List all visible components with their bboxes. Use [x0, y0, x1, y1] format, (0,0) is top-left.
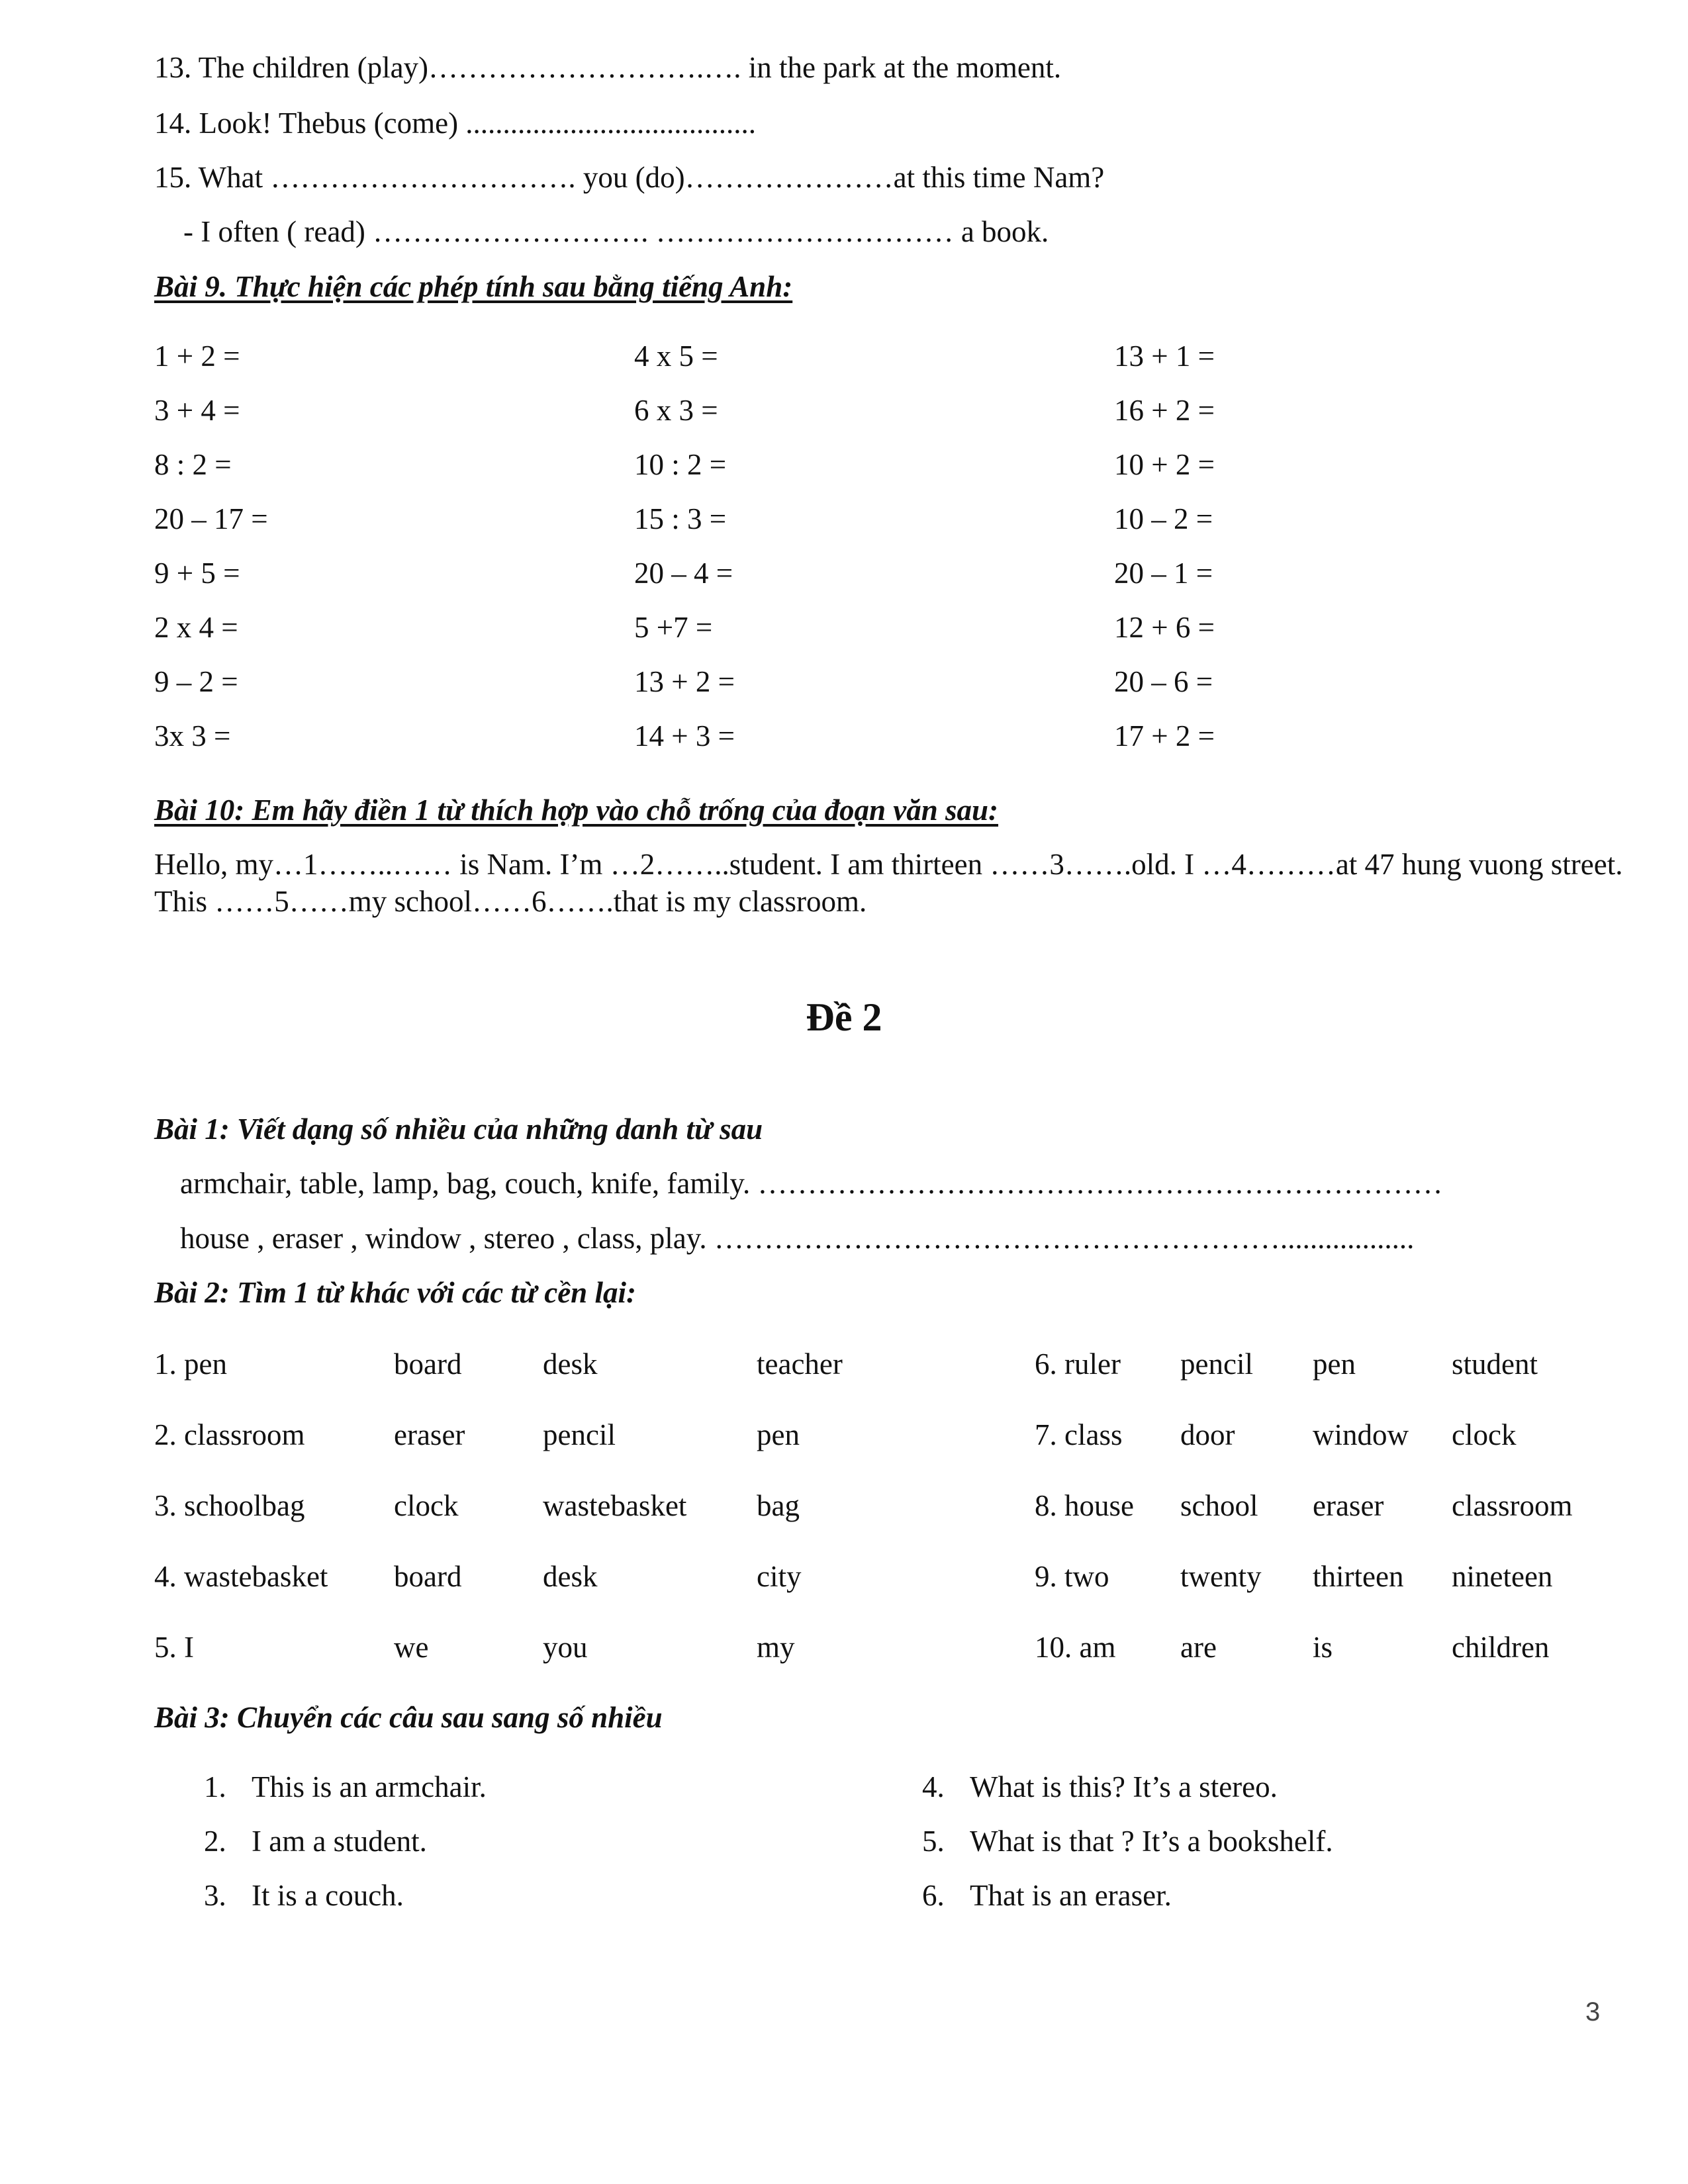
item-number: 6. — [922, 1879, 945, 1912]
sentence-text: This is an armchair. — [252, 1770, 487, 1803]
option-word: board — [394, 1560, 462, 1593]
item-number: 2. — [204, 1825, 226, 1858]
option-word: student — [1452, 1347, 1538, 1381]
math-expression: 20 – 6 = — [1114, 665, 1213, 698]
bai9-heading: Bài 9. Thực hiện các phép tính sau bằng tiếng Anh: — [154, 270, 793, 303]
option-word: eraser — [1313, 1489, 1384, 1522]
sentence-item — [204, 1877, 404, 1914]
option-word: bag — [757, 1489, 800, 1522]
math-expression: 15 : 3 = — [634, 502, 727, 535]
option-word: nineteen — [1452, 1560, 1553, 1593]
sentence-item — [922, 1823, 1333, 1860]
option-word: board — [394, 1347, 462, 1381]
sentence-item — [204, 1768, 487, 1805]
option-word: pencil — [543, 1418, 616, 1451]
item-number: 3. — [204, 1879, 226, 1912]
question-word: 1. pen — [154, 1347, 227, 1381]
math-expression: 2 x 4 = — [154, 611, 238, 644]
fill-paragraph: Hello, my…1……..…… is Nam. I’m …2……..student. I am thirteen ……3…….old. I …4………at 47 hung vuong street. This ……5……my school……6…….that is my classroom. — [154, 848, 1623, 918]
option-word: teacher — [757, 1347, 843, 1381]
math-expression: 12 + 6 = — [1114, 611, 1215, 644]
section-title: Đề 2 — [806, 995, 882, 1039]
math-expression: 13 + 2 = — [634, 665, 735, 698]
math-expression: 1 + 2 = — [154, 340, 240, 373]
math-expression: 3 + 4 = — [154, 394, 240, 427]
math-expression: 20 – 4 = — [634, 557, 733, 590]
math-expression: 16 + 2 = — [1114, 394, 1215, 427]
option-word: wastebasket — [543, 1489, 687, 1522]
sentence-text: It is a couch. — [252, 1879, 404, 1912]
option-word: desk — [543, 1560, 598, 1593]
question-word: 9. two — [1035, 1560, 1109, 1593]
math-expression: 6 x 3 = — [634, 394, 718, 427]
math-expression: 10 + 2 = — [1114, 448, 1215, 481]
math-expression: 10 : 2 = — [634, 448, 727, 481]
question-word: 7. class — [1035, 1418, 1123, 1451]
sentence-text: What is this? It’s a stereo. — [970, 1770, 1278, 1803]
sentence-item — [922, 1768, 1278, 1805]
option-word: children — [1452, 1631, 1550, 1664]
question-word: 8. house — [1035, 1489, 1134, 1522]
sentence-15-answer: - I often ( read) ………………………. ………………………… a book. — [183, 215, 1049, 248]
bai1-heading: Bài 1: Viết dạng số nhiều của những danh từ sau — [154, 1113, 763, 1146]
option-word: city — [757, 1560, 802, 1593]
question-word: 5. I — [154, 1631, 194, 1664]
sentence-text: What is that ? It’s a bookshelf. — [970, 1825, 1333, 1858]
bai2-heading: Bài 2: Tìm 1 từ khác với các từ cền lại: — [154, 1276, 636, 1309]
option-word: desk — [543, 1347, 598, 1381]
sentence-14: 14. Look! Thebus (come) ....................................... — [154, 107, 757, 140]
option-word: clock — [1452, 1418, 1517, 1451]
math-expression: 17 + 2 = — [1114, 719, 1215, 752]
item-number: 5. — [922, 1825, 945, 1858]
option-word: my — [757, 1631, 795, 1664]
option-word: door — [1180, 1418, 1235, 1451]
sentence-13: 13. The children (play)……………………….…. in the park at the moment. — [154, 51, 1062, 84]
plural-line-2: house , eraser , window , stereo , class, play. ………………………………………………….................. — [180, 1222, 1415, 1255]
sentence-text: That is an eraser. — [970, 1879, 1172, 1912]
math-expression: 9 + 5 = — [154, 557, 240, 590]
option-word: pencil — [1180, 1347, 1253, 1381]
question-word: 6. ruler — [1035, 1347, 1121, 1381]
option-word: pen — [1313, 1347, 1356, 1381]
option-word: classroom — [1452, 1489, 1573, 1522]
option-word: thirteen — [1313, 1560, 1404, 1593]
sentence-item — [204, 1823, 427, 1860]
option-word: window — [1313, 1418, 1409, 1451]
question-word: 10. am — [1035, 1631, 1116, 1664]
question-word: 3. schoolbag — [154, 1489, 305, 1522]
sentence-text: I am a student. — [252, 1825, 427, 1858]
option-word: twenty — [1180, 1560, 1262, 1593]
math-expression: 13 + 1 = — [1114, 340, 1215, 373]
option-word: you — [543, 1631, 588, 1664]
option-word: pen — [757, 1418, 800, 1451]
option-word: school — [1180, 1489, 1258, 1522]
math-expression: 4 x 5 = — [634, 340, 718, 373]
sentence-item — [922, 1877, 1172, 1914]
option-word: is — [1313, 1631, 1333, 1664]
plural-line-1: armchair, table, lamp, bag, couch, knife, family. …………………………………………………………… — [180, 1167, 1443, 1200]
math-expression: 20 – 1 = — [1114, 557, 1213, 590]
math-expression: 9 – 2 = — [154, 665, 238, 698]
page-number: 3 — [1585, 1997, 1601, 2026]
math-expression: 20 – 17 = — [154, 502, 268, 535]
math-expression: 8 : 2 = — [154, 448, 232, 481]
option-word: are — [1180, 1631, 1217, 1664]
item-number: 4. — [922, 1770, 945, 1803]
option-word: clock — [394, 1489, 459, 1522]
option-word: eraser — [394, 1418, 465, 1451]
math-expression: 14 + 3 = — [634, 719, 735, 752]
bai10-heading: Bài 10: Em hãy điền 1 từ thích hợp vào chỗ trống của đoạn văn sau: — [154, 794, 999, 827]
question-word: 4. wastebasket — [154, 1560, 328, 1593]
item-number: 1. — [204, 1770, 226, 1803]
math-expression: 3x 3 = — [154, 719, 231, 752]
sentence-15: 15. What …………………………. you (do)…………………at this time Nam? — [154, 161, 1105, 194]
math-expression: 5 +7 = — [634, 611, 713, 644]
question-word: 2. classroom — [154, 1418, 305, 1451]
math-expression: 10 – 2 = — [1114, 502, 1213, 535]
option-word: we — [394, 1631, 429, 1664]
bai3-heading: Bài 3: Chuyển các câu sau sang số nhiều — [154, 1701, 663, 1734]
